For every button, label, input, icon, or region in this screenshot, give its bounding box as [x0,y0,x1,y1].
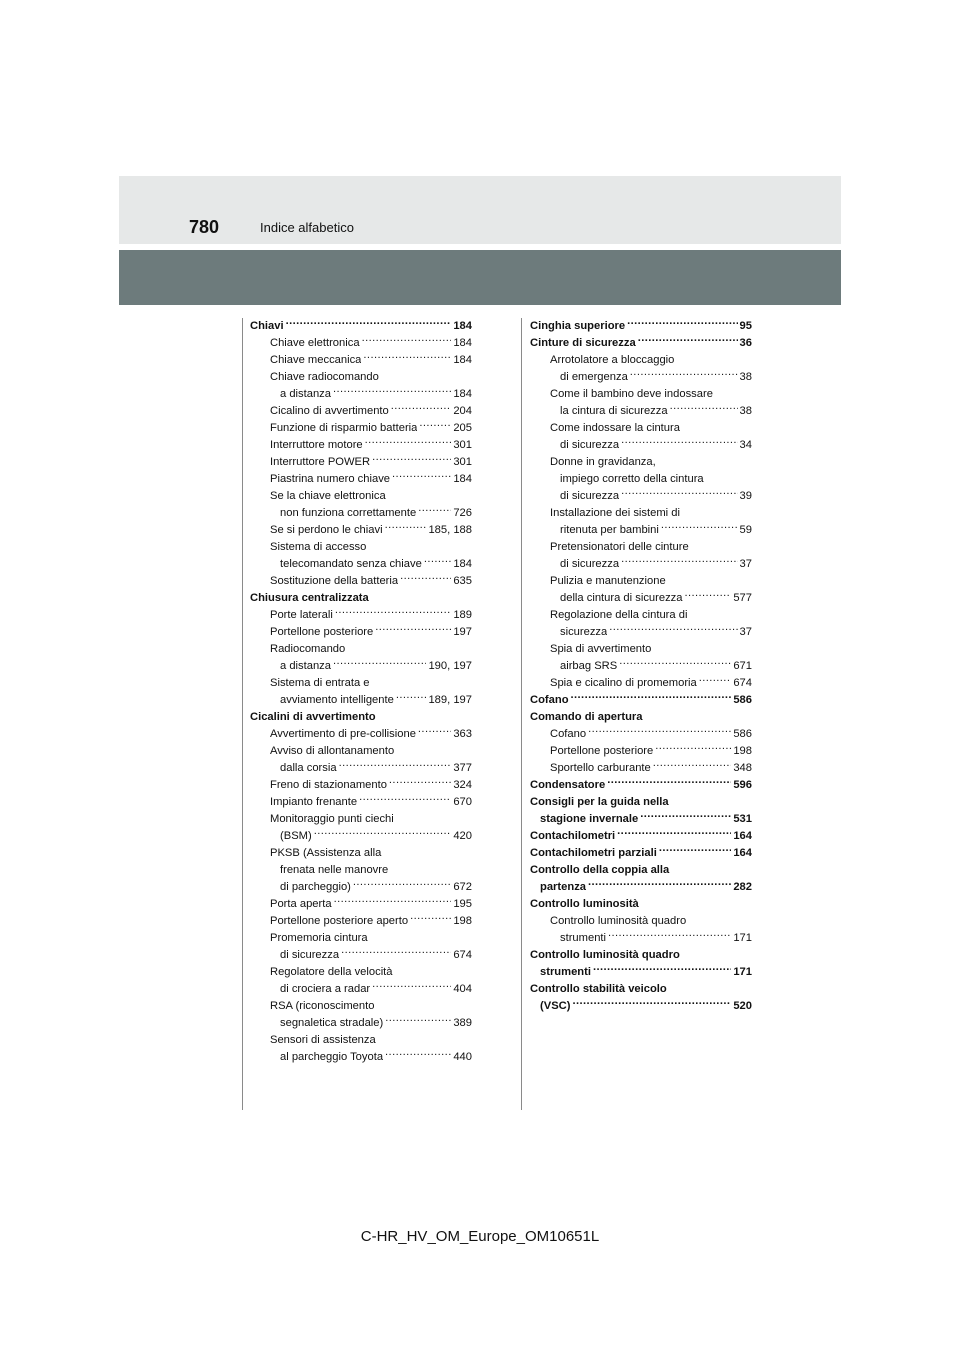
index-entry-pages: 184 [453,558,472,570]
index-subheading: PKSB (Assistenza alla [270,847,382,859]
index-entry [530,590,752,607]
index-entry-pages: 198 [733,745,752,757]
dot-leader [375,624,451,635]
index-entry [530,624,752,641]
index-entry-term: partenza [540,881,587,893]
index-entry-pages: 420 [453,830,472,842]
index-entry-pages: 596 [733,779,752,791]
index-entry-term: Piastrina numero chiave [270,473,391,485]
index-entry-pages: 190, 197 [428,660,472,672]
dot-leader [593,964,731,975]
index-entry [250,624,472,641]
dot-leader [391,403,452,414]
dot-leader [621,437,737,448]
index-entry-term: Condensatore [530,779,606,791]
dot-leader [424,556,452,567]
dot-leader [372,454,451,465]
dot-leader [419,420,451,431]
dot-leader [638,335,738,346]
index-subheading: Pretensionatori delle cinture [550,541,689,553]
index-entry-pages: 324 [453,779,472,791]
dot-leader [363,352,451,363]
index-entry [530,879,752,896]
index-entry-term: telecomandato senza chiave [280,558,422,570]
dot-leader [608,930,731,941]
index-entry-pages: 586 [733,694,752,706]
index-entry [250,607,472,624]
index-entry-term: strumenti [540,966,591,978]
index-entry-term: Chiavi [250,320,284,332]
dot-leader [627,318,737,329]
index-entry [530,335,752,352]
dot-leader [661,522,738,533]
index-entry-pages: 184 [453,388,472,400]
index-entry [250,760,472,777]
index-entry [250,879,472,896]
index-subheading: Installazione dei sistemi di [550,507,680,519]
index-entry-term: stagione invernale [540,813,639,825]
dot-leader [685,590,732,601]
index-entry-pages: 37 [739,558,752,570]
dot-leader [372,981,451,992]
index-heading: Controllo luminosità [530,898,639,910]
dot-leader [396,692,427,703]
index-entry-pages: 184 [453,337,472,349]
dot-leader [385,1049,451,1060]
index-entry [530,675,752,692]
index-subheading: Radiocomando [270,643,346,655]
index-subheading: frenata nelle manovre [280,864,389,876]
dot-leader [333,658,426,669]
index-entry-term: Contachilometri [530,830,616,842]
dot-leader [640,811,731,822]
index-entry-term: Impianto frenante [270,796,358,808]
index-subheading: Donne in gravidanza, [550,456,656,468]
index-entry-term: airbag SRS [560,660,618,672]
dot-leader [410,913,451,924]
index-entry-term: Porta aperta [270,898,332,910]
index-entry-term: sicurezza [560,626,608,638]
index-entry-pages: 189 [453,609,472,621]
index-entry-term: Cinture di sicurezza [530,337,636,349]
index-subheading: Sistema di accesso [270,541,367,553]
index-entry [250,658,472,675]
index-entry [530,488,752,505]
index-entry [250,318,472,335]
header-band-dark [119,250,841,305]
index-entry [250,1049,472,1066]
index-entry [250,335,472,352]
dot-leader [362,335,452,346]
index-subheading: Regolazione della cintura di [550,609,688,621]
index-subheading: Monitoraggio punti ciechi [270,813,394,825]
index-entry-pages: 34 [739,439,752,451]
dot-leader [621,556,737,567]
dot-leader [339,760,452,771]
index-entry-pages: 635 [453,575,472,587]
index-heading: Consigli per la guida nella [530,796,669,808]
index-entry-term: Freno di stazionamento [270,779,387,791]
index-entry [530,845,752,862]
index-entry [250,420,472,437]
index-entry-pages: 38 [739,371,752,383]
dot-leader [655,743,731,754]
index-subheading: Come il bambino deve indossare [550,388,713,400]
index-entry-term: Contachilometri parziali [530,847,657,859]
index-entry [530,760,752,777]
dot-leader [286,318,452,329]
index-subheading: Spia di avvertimento [550,643,652,655]
index-subheading: Avviso di allontanamento [270,745,395,757]
index-entry [250,454,472,471]
index-entry-pages: 197 [453,626,472,638]
index-heading: Cicalini di avvertimento [250,711,376,723]
index-subheading: Promemoria cintura [270,932,368,944]
index-entry-pages: 171 [733,966,752,978]
index-entry-pages: 577 [733,592,752,604]
index-entry [530,998,752,1015]
index-entry-term: la cintura di sicurezza [560,405,668,417]
dot-leader [609,624,737,635]
index-entry-term: Porte laterali [270,609,333,621]
index-entry-term: a distanza [280,388,331,400]
index-entry-pages: 184 [453,354,472,366]
index-entry [530,403,752,420]
index-entry-pages: 671 [733,660,752,672]
dot-leader [334,896,452,907]
index-entry-pages: 38 [739,405,752,417]
index-entry [530,828,752,845]
dot-leader [400,573,451,584]
index-entry-pages: 363 [453,728,472,740]
index-entry [530,437,752,454]
index-entry [250,522,472,539]
index-entry-term: Cinghia superiore [530,320,626,332]
index-heading: Comando di apertura [530,711,643,723]
index-column-right [530,318,752,1015]
index-heading: Controllo luminosità quadro [530,949,680,961]
index-entry-pages: 672 [453,881,472,893]
index-entry-term: avviamento intelligente [280,694,394,706]
index-entry-term: di sicurezza [560,490,620,502]
index-entry-term: di sicurezza [560,558,620,570]
index-heading: Controllo della coppia alla [530,864,670,876]
index-entry-term: Spia e cicalino di promemoria [550,677,697,689]
index-entry-term: Chiave elettronica [270,337,360,349]
index-subheading: Arrotolatore a bloccaggio [550,354,675,366]
index-entry-term: Chiave meccanica [270,354,362,366]
index-entry-pages: 301 [453,439,472,451]
index-entry [250,505,472,522]
index-subheading: Sensori di assistenza [270,1034,376,1046]
dot-leader [621,488,737,499]
index-entry [530,964,752,981]
index-entry-term: di sicurezza [560,439,620,451]
index-entry [250,352,472,369]
index-entry [250,692,472,709]
index-entry-pages: 389 [453,1017,472,1029]
dot-leader [418,505,451,516]
index-entry [530,811,752,828]
index-entry-term: Avvertimento di pre-collisione [270,728,416,740]
dot-leader [365,437,452,448]
index-entry-term: Sportello carburante [550,762,651,774]
index-entry [250,437,472,454]
index-entry [530,930,752,947]
index-entry-term: Portellone posteriore [270,626,374,638]
index-entry [250,403,472,420]
index-entry-pages: 377 [453,762,472,774]
dot-leader [392,471,451,482]
index-entry [250,726,472,743]
index-entry-pages: 674 [453,949,472,961]
index-entry-pages: 37 [739,626,752,638]
index-entry-pages: 586 [733,728,752,740]
index-subheading: Controllo luminosità quadro [550,915,687,927]
index-subheading: Sistema di entrata e [270,677,370,689]
index-entry [250,777,472,794]
index-entry-pages: 670 [453,796,472,808]
index-entry-pages: 184 [453,320,472,332]
index-entry-term: ritenuta per bambini [560,524,659,536]
index-entry-term: Portellone posteriore aperto [270,915,409,927]
index-entry-term: Cofano [550,728,587,740]
index-entry-term: Portellone posteriore [550,745,654,757]
index-entry-term: a distanza [280,660,331,672]
index-entry [530,369,752,386]
index-entry-pages: 171 [733,932,752,944]
index-entry-pages: 404 [453,983,472,995]
index-entry-pages: 531 [733,813,752,825]
index-entry [530,556,752,573]
index-entry-pages: 205 [453,422,472,434]
index-entry-term: (VSC) [540,1000,571,1012]
index-subheading: impiego corretto della cintura [560,473,704,485]
index-entry-pages: 164 [733,847,752,859]
index-entry [250,794,472,811]
index-entry [250,386,472,403]
index-entry-pages: 674 [733,677,752,689]
index-entry-term: di emergenza [560,371,628,383]
dot-leader [571,692,732,703]
section-title: Indice alfabetico [260,220,354,235]
index-entry-term: Cicalino di avvertimento [270,405,389,417]
index-entry-pages: 184 [453,473,472,485]
index-entry [250,913,472,930]
index-entry [530,522,752,539]
index-entry-pages: 36 [739,337,752,349]
index-subheading: Chiave radiocomando [270,371,379,383]
index-entry-pages: 520 [733,1000,752,1012]
index-entry [250,471,472,488]
index-subheading: Come indossare la cintura [550,422,680,434]
index-entry-pages: 189, 197 [428,694,472,706]
index-subheading: RSA (riconoscimento [270,1000,375,1012]
dot-leader [653,760,732,771]
dot-leader [333,386,451,397]
index-entry [530,726,752,743]
index-entry-term: al parcheggio Toyota [280,1051,384,1063]
index-entry-term: Funzione di risparmio batteria [270,422,418,434]
index-subheading: Regolatore della velocità [270,966,393,978]
index-entry-term: di sicurezza [280,949,340,961]
index-column-left [250,318,472,1066]
index-entry-term: Interruttore POWER [270,456,371,468]
dot-leader [607,777,731,788]
index-entry-pages: 164 [733,830,752,842]
dot-leader [341,947,451,958]
dot-leader [619,658,731,669]
dot-leader [670,403,738,414]
index-entry [530,777,752,794]
index-entry-pages: 195 [453,898,472,910]
index-entry [250,981,472,998]
index-entry [250,1015,472,1032]
index-entry-term: strumenti [560,932,607,944]
index-entry-term: Sostituzione della batteria [270,575,399,587]
index-entry-pages: 301 [453,456,472,468]
index-entry [530,318,752,335]
dot-leader [617,828,731,839]
dot-leader [588,879,731,890]
dot-leader [385,1015,451,1026]
column-divider-left [242,318,243,1110]
index-entry [250,828,472,845]
index-entry-term: Cofano [530,694,569,706]
document-code: C-HR_HV_OM_Europe_OM10651L [360,1228,600,1245]
index-entry-pages: 185, 188 [428,524,472,536]
dot-leader [572,998,731,1009]
dot-leader [335,607,452,618]
index-entry-pages: 198 [453,915,472,927]
dot-leader [418,726,451,737]
dot-leader [659,845,732,856]
index-entry-term: di crociera a radar [280,983,371,995]
index-subheading: Se la chiave elettronica [270,490,386,502]
dot-leader [353,879,451,890]
index-entry [250,556,472,573]
index-entry [530,658,752,675]
index-entry-pages: 59 [739,524,752,536]
index-entry-term: Interruttore motore [270,439,363,451]
index-entry-term: segnaletica stradale) [280,1017,384,1029]
index-entry-pages: 282 [733,881,752,893]
index-entry-pages: 348 [733,762,752,774]
index-entry [250,947,472,964]
index-entry-term: dalla corsia [280,762,337,774]
column-divider-right [521,318,522,1110]
index-entry-term: Se si perdono le chiavi [270,524,383,536]
index-entry [250,896,472,913]
index-entry-pages: 95 [739,320,752,332]
index-entry-term: (BSM) [280,830,312,842]
dot-leader [588,726,731,737]
dot-leader [630,369,738,380]
index-entry-pages: 204 [453,405,472,417]
index-heading: Chiusura centralizzata [250,592,369,604]
dot-leader [385,522,427,533]
index-entry-pages: 726 [453,507,472,519]
index-entry-pages: 440 [453,1051,472,1063]
dot-leader [314,828,452,839]
dot-leader [389,777,451,788]
index-entry-term: della cintura di sicurezza [560,592,683,604]
index-entry [530,743,752,760]
dot-leader [359,794,451,805]
dot-leader [699,675,732,686]
index-subheading: Pulizia e manutenzione [550,575,666,587]
page-number: 780 [189,217,220,237]
index-entry-term: di parcheggio) [280,881,351,893]
header-band-light [119,176,841,244]
index-entry-term: non funziona correttamente [280,507,417,519]
index-entry [250,573,472,590]
index-heading: Controllo stabilità veicolo [530,983,667,995]
index-entry-pages: 39 [739,490,752,502]
index-entry [530,692,752,709]
